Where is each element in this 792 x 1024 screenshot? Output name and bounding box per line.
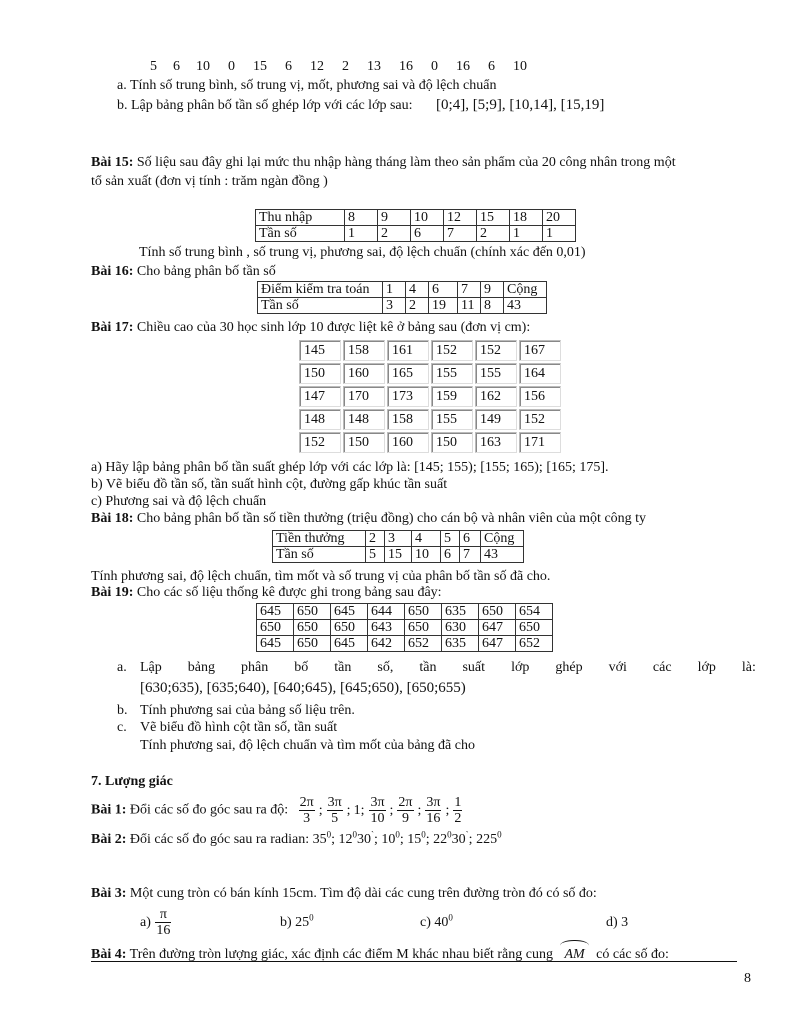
data-number: 5: [150, 59, 157, 74]
table-cell: 650: [294, 636, 331, 652]
question-a: a. Tính số trung bình, số trung vị, mốt, phương sai và độ lệch chuẩn: [117, 78, 497, 93]
table-cell: 2: [406, 298, 429, 314]
table-cell: 20: [543, 210, 576, 226]
question-b: [117, 97, 604, 114]
table-cell: 145: [299, 340, 341, 361]
table-cell: 1: [510, 226, 543, 242]
table-cell: 150: [299, 363, 341, 384]
row-header-cell: Tần số: [256, 226, 345, 242]
table-cell: 650: [405, 604, 442, 620]
table-cell: 7: [444, 226, 477, 242]
exercise-label: Bài 1:: [91, 802, 127, 818]
table-row: [257, 604, 553, 620]
table-cell: 2: [378, 226, 411, 242]
fraction: $\frac{2\pi}{9}$: [398, 795, 413, 826]
exercise-16: [91, 264, 276, 280]
table-row: [299, 386, 561, 407]
table-cell: 7: [458, 282, 481, 298]
question-extra: Tính phương sai, độ lệch chuẩn và tìm mốt của bảng đã cho: [140, 738, 475, 753]
table-cell: 11: [458, 298, 481, 314]
word: với: [608, 660, 627, 675]
table-cell: Cộng: [481, 531, 524, 547]
table-cell: 2: [366, 531, 385, 547]
table-cell: 167: [519, 340, 561, 361]
option-b: b) $25^0$: [280, 912, 314, 930]
table-cell: 148: [299, 409, 341, 430]
trig-exercise-2: [91, 829, 502, 848]
table-cell: 6: [429, 282, 458, 298]
data-number: 0: [431, 59, 438, 74]
data-number: 16: [456, 59, 470, 74]
table-cell: 147: [299, 386, 341, 407]
table-cell: 642: [368, 636, 405, 652]
table-cell: 1: [543, 226, 576, 242]
table-cell: 647: [479, 636, 516, 652]
data-number: 15: [253, 59, 267, 74]
table-cell: 7: [460, 547, 481, 563]
exercise-label: Bài 18:: [91, 511, 134, 526]
exercise-text-continued: tổ sản xuất (đơn vị tính : trăm ngàn đồng ): [91, 174, 328, 189]
table-cell: 9: [481, 282, 504, 298]
table-cell: 6: [441, 547, 460, 563]
question-c: c) Phương sai và độ lệch chuẩn: [91, 494, 267, 509]
table-cell: 160: [387, 432, 429, 453]
row-header-cell: Điểm kiểm tra toán: [258, 282, 383, 298]
table-cell: 3: [383, 298, 406, 314]
question-b: b) Vẽ biểu đồ tần số, tần suất hình cột, đường gấp khúc tần suất: [91, 477, 448, 492]
fraction: $\frac{3\pi}{5}$: [327, 795, 342, 826]
page-number: 8: [744, 971, 751, 986]
exercise-text: Cho bảng phân bố tần số tiền thưởng (triệu đồng) cho cán bộ và nhân viên của một công ty: [136, 511, 647, 526]
fraction: $\frac{2\pi}{3}$: [299, 795, 314, 826]
data-number: 10: [196, 59, 210, 74]
word: phân: [241, 660, 269, 675]
data-number: 0: [228, 59, 235, 74]
table-cell: 150: [431, 432, 473, 453]
option-d: d) 3: [606, 915, 629, 930]
data-number: 6: [285, 59, 292, 74]
table-row: [299, 409, 561, 430]
row-header-cell: Tần số: [273, 547, 366, 563]
table-cell: 650: [516, 620, 553, 636]
class-intervals: [630;635), [635;640), [640;645), [645;650), [650;655): [140, 680, 466, 696]
data-number: 6: [173, 59, 180, 74]
list-marker-a: a.: [117, 660, 127, 675]
table-cell: 12: [444, 210, 477, 226]
trig-exercise-3: [91, 886, 597, 902]
table-row: [299, 432, 561, 453]
word: bố: [294, 660, 309, 675]
table-cell: 1: [345, 226, 378, 242]
table-cell: 152: [431, 340, 473, 361]
question-b: Tính phương sai của bảng số liệu trên.: [140, 703, 355, 718]
table-cell: 8: [345, 210, 378, 226]
question-a-text: [140, 660, 756, 676]
question-a: a) Hãy lập bảng phân bố tần suất ghép lớp với các lớp là: [145; 155); [155; 165); [165; 175].: [91, 460, 609, 475]
table-cell: 8: [481, 298, 504, 314]
section-heading: [91, 774, 173, 790]
word: số,: [377, 660, 394, 675]
table-cell: 652: [405, 636, 442, 652]
word: tần: [419, 660, 437, 675]
table-row: [257, 620, 553, 636]
table-cell: 161: [387, 340, 429, 361]
table-cell: 164: [519, 363, 561, 384]
exercise-label: Bài 15:: [91, 155, 134, 170]
table-row: [299, 363, 561, 384]
exercise-question: Tính số trung bình , số trung vị, phương sai, độ lệch chuẩn (chính xác đến 0,01): [139, 245, 586, 260]
exercise-text: Đổi các số đo góc sau ra độ:: [129, 802, 289, 818]
table-cell: 170: [343, 386, 385, 407]
exercise-text: Chiều cao của 30 học sinh lớp 10 được liệt kê ở bảng sau (đơn vị cm):: [136, 320, 531, 335]
table-cell: 163: [475, 432, 517, 453]
section-title: 7. Lượng giác: [91, 774, 173, 789]
word: lớp: [697, 660, 716, 675]
table-cell: 173: [387, 386, 429, 407]
data-number: 6: [488, 59, 495, 74]
score-frequency-table: [257, 281, 547, 314]
table-cell: 650: [294, 620, 331, 636]
row-header-cell: 650: [257, 620, 294, 636]
question-c: Vẽ biểu đồ hình cột tần số, tần suất: [140, 720, 338, 735]
table-cell: 10: [411, 210, 444, 226]
exercise-label: Bài 2:: [91, 832, 127, 847]
table-cell: 635: [442, 636, 479, 652]
exercise-label: Bài 16:: [91, 264, 134, 279]
exercise-label: Bài 3:: [91, 886, 127, 901]
table-cell: 6: [460, 531, 481, 547]
arc-symbol: AM: [564, 947, 585, 962]
word: Lập: [140, 660, 162, 675]
data-number: 12: [310, 59, 324, 74]
statistics-data-table: [256, 603, 553, 652]
table-cell: 5: [441, 531, 460, 547]
exercise-label: Bài 17:: [91, 320, 134, 335]
table-cell: 156: [519, 386, 561, 407]
data-number-row: [150, 59, 545, 75]
table-cell: 645: [331, 636, 368, 652]
height-data-table: [297, 338, 563, 455]
row-header-cell: 645: [257, 636, 294, 652]
fraction: $\frac{3\pi}{10}$: [370, 795, 385, 826]
table-cell: 9: [378, 210, 411, 226]
table-cell: 644: [368, 604, 405, 620]
exercise-text: Đổi các số đo góc sau ra radian:: [129, 832, 310, 847]
exercise-label: Bài 4:: [91, 947, 127, 962]
table-cell: 155: [475, 363, 517, 384]
exercise-15: [91, 155, 676, 171]
row-header-cell: Tiền thưởng: [273, 531, 366, 547]
degree-values: $35^0$; $12^030^`$; $10^0$; $15^0$; $22^030^`$; $225^0$: [312, 829, 502, 847]
table-cell: 15: [477, 210, 510, 226]
table-cell: 647: [479, 620, 516, 636]
table-cell: 158: [387, 409, 429, 430]
option-c: c) $40^0$: [420, 912, 453, 930]
table-cell: 159: [431, 386, 473, 407]
table-cell: 3: [385, 531, 412, 547]
exercise-17: [91, 320, 530, 336]
table-cell: 19: [429, 298, 458, 314]
table-row: [273, 547, 524, 563]
table-cell: 155: [431, 363, 473, 384]
table-cell: 152: [475, 340, 517, 361]
data-number: 16: [399, 59, 413, 74]
word: tần: [334, 660, 352, 675]
table-row: [256, 226, 576, 242]
table-cell: 2: [477, 226, 510, 242]
table-cell: 6: [411, 226, 444, 242]
table-row: [257, 636, 553, 652]
table-cell: 654: [516, 604, 553, 620]
table-cell: 152: [299, 432, 341, 453]
table-cell: 160: [343, 363, 385, 384]
angle-values: $\frac{2\pi}{3}$ ; $\frac{3\pi}{5}$ ; 1; $\frac{3\pi}{10}$ ; $\frac{2\pi}{9}$ ; $\frac{3\pi}{16}$ ; $\frac{1}{2}$: [299, 795, 462, 826]
table-cell: 18: [510, 210, 543, 226]
table-cell: 630: [442, 620, 479, 636]
table-cell: 4: [406, 282, 429, 298]
data-number: 13: [367, 59, 381, 74]
table-row: [273, 531, 524, 547]
class-intervals: [0;4], [5;9], [10,14], [15,19]: [436, 97, 605, 113]
table-cell: 645: [331, 604, 368, 620]
fraction: $\frac{1}{2}$: [454, 795, 462, 826]
income-frequency-table: [255, 209, 576, 242]
list-marker-b: b.: [117, 703, 128, 718]
exercise-text-tail: có các số đo:: [596, 947, 669, 962]
table-cell: 158: [343, 340, 385, 361]
table-cell: 4: [412, 531, 441, 547]
table-cell: 5: [366, 547, 385, 563]
exercise-text: Số liệu sau đây ghi lại mức thu nhập hàng tháng làm theo sản phẩm của 20 công nhân trong một: [136, 155, 676, 170]
table-cell: 643: [368, 620, 405, 636]
table-cell: 650: [479, 604, 516, 620]
table-cell: 10: [412, 547, 441, 563]
word: là:: [741, 660, 756, 675]
exercise-text: Trên đường tròn lượng giác, xác định các điểm M khác nhau biết rằng cung: [129, 947, 553, 962]
table-cell: 1: [383, 282, 406, 298]
row-header-cell: Tần số: [258, 298, 383, 314]
data-number: 10: [513, 59, 527, 74]
table-row: [256, 210, 576, 226]
list-marker-c: c.: [117, 720, 127, 735]
word: ghép: [555, 660, 583, 675]
table-cell: 149: [475, 409, 517, 430]
trig-exercise-1: [91, 795, 463, 826]
table-cell: 150: [343, 432, 385, 453]
table-cell: 43: [504, 298, 547, 314]
exercise-text: Cho bảng phân bố tần số: [136, 264, 276, 279]
text-underline: [91, 961, 737, 962]
table-row: [258, 298, 547, 314]
exercise-question: Tính phương sai, độ lệch chuẩn, tìm mốt và số trung vị của phân bố tần số đã cho.: [91, 569, 551, 584]
table-cell: 152: [519, 409, 561, 430]
exercise-19: [91, 585, 442, 601]
question-b-text: b. Lập bảng phân bố tần số ghép lớp với các lớp sau:: [117, 98, 413, 113]
bonus-frequency-table: [272, 530, 524, 563]
exercise-text: Cho các số liệu thống kê được ghi trong bảng sau đây:: [136, 585, 442, 600]
table-cell: Cộng: [504, 282, 547, 298]
table-cell: 148: [343, 409, 385, 430]
data-number: 2: [342, 59, 349, 74]
word: suất: [462, 660, 486, 675]
table-cell: 171: [519, 432, 561, 453]
word: bảng: [187, 660, 215, 675]
table-cell: 635: [442, 604, 479, 620]
table-cell: 15: [385, 547, 412, 563]
option-a: a) $\frac{\pi}{16}$: [140, 907, 171, 938]
table-cell: 650: [331, 620, 368, 636]
exercise-18: [91, 511, 646, 527]
table-row: [299, 340, 561, 361]
table-cell: 43: [481, 547, 524, 563]
exercise-text: Một cung tròn có bán kính 15cm. Tìm độ dài các cung trên đường tròn đó có số đo:: [129, 886, 597, 901]
fraction: $\frac{3\pi}{16}$: [426, 795, 441, 826]
table-cell: 162: [475, 386, 517, 407]
table-cell: 650: [405, 620, 442, 636]
table-cell: 165: [387, 363, 429, 384]
table-cell: 155: [431, 409, 473, 430]
table-cell: 652: [516, 636, 553, 652]
row-header-cell: 645: [257, 604, 294, 620]
word: lớp: [511, 660, 530, 675]
table-row: [258, 282, 547, 298]
row-header-cell: Thu nhập: [256, 210, 345, 226]
word: các: [652, 660, 672, 675]
exercise-label: Bài 19:: [91, 585, 134, 600]
table-cell: 650: [294, 604, 331, 620]
